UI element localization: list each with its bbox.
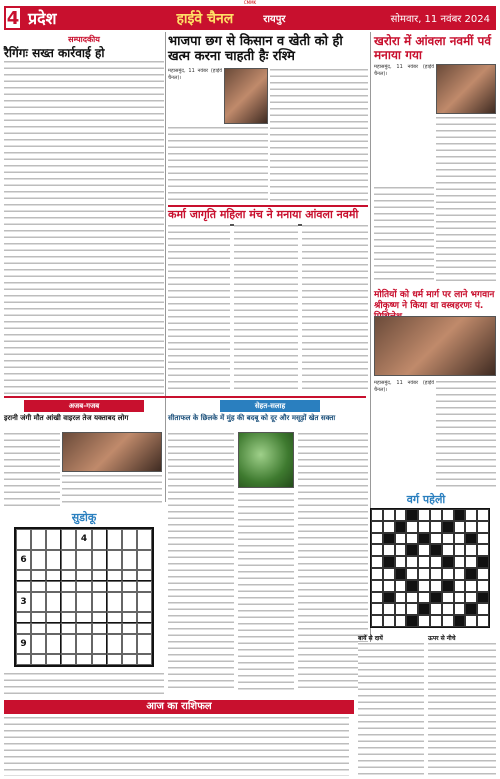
sudoku-cell [137, 550, 152, 571]
sudoku-cell [137, 623, 152, 634]
crossword-cell [442, 615, 454, 627]
crossword-cell [418, 544, 430, 556]
sudoku-cell [31, 581, 46, 592]
sudoku-cell [31, 634, 46, 655]
issue-date: सोमवार, 11 नवंबर 2024 [390, 14, 490, 25]
sudoku-cell [16, 623, 31, 634]
sudoku-cell [92, 654, 107, 665]
sudoku-grid [14, 527, 154, 667]
sudoku-cell [46, 623, 61, 634]
sudoku-cell [122, 592, 137, 613]
clues-across-list [358, 642, 424, 776]
crossword-cell [383, 580, 395, 592]
sudoku-cell [92, 592, 107, 613]
feature-tag: अजब-गजब [24, 400, 144, 412]
crossword-cell [465, 509, 477, 521]
sudoku-cell [107, 623, 122, 634]
sudoku-cell [46, 529, 61, 550]
crossword-cell [371, 615, 383, 627]
story-body-continued [302, 224, 368, 394]
crossword-cell [371, 556, 383, 568]
crossword-cell [442, 592, 454, 604]
crossword-cell [418, 533, 430, 545]
sudoku-cell [137, 529, 152, 550]
crossword-cell [371, 509, 383, 521]
crossword-cell [418, 568, 430, 580]
feature-body [168, 432, 234, 692]
story-body [374, 380, 434, 490]
sudoku-cell [137, 581, 152, 592]
crossword-cell [454, 533, 466, 545]
crossword-cell [477, 556, 489, 568]
sudoku-cell [122, 529, 137, 550]
crossword-cell [430, 544, 442, 556]
crossword-cell [430, 509, 442, 521]
crossword-cell [454, 544, 466, 556]
sudoku-cell [107, 654, 122, 665]
sudoku-cell [46, 634, 61, 655]
sudoku-cell [122, 581, 137, 592]
crossword-cell [430, 533, 442, 545]
sudoku-cell [61, 529, 76, 550]
crossword-cell [418, 521, 430, 533]
crossword-cell [477, 568, 489, 580]
sudoku-cell [76, 570, 91, 581]
sudoku-cell [92, 581, 107, 592]
story-body [168, 224, 230, 394]
crossword-cell [418, 615, 430, 627]
sudoku-cell [46, 654, 61, 665]
custard-apple-photo [238, 432, 294, 488]
sudoku-cell [137, 634, 152, 655]
top-strip [0, 0, 500, 5]
crossword-cell [465, 533, 477, 545]
sudoku-cell [61, 634, 76, 655]
crossword-cell [454, 521, 466, 533]
crossword-cell [395, 509, 407, 521]
sudoku-cell [107, 592, 122, 613]
sudoku-cell [16, 654, 31, 665]
sudoku-cell [122, 634, 137, 655]
crossword-cell [371, 592, 383, 604]
sudoku-cell [31, 623, 46, 634]
crossword-cell [418, 509, 430, 521]
sudoku-cell [31, 592, 46, 613]
story-body-continued [436, 116, 496, 284]
crossword-cell [454, 603, 466, 615]
crossword-cell [454, 592, 466, 604]
sudoku-cell [107, 634, 122, 655]
feature-title: इरानी जंगी मौत आंखी वाइरल तेज यक्ताबद लोग [4, 414, 129, 422]
crossword-cell [395, 521, 407, 533]
crossword-cell [371, 544, 383, 556]
crossword-grid [370, 508, 490, 628]
crossword-cell [395, 544, 407, 556]
section-title: प्रदेश [28, 9, 57, 28]
crossword-cell [430, 615, 442, 627]
crossword-cell [383, 615, 395, 627]
crossword-cell [395, 592, 407, 604]
story-headline: खरोरा में आंवला नवमीं पर्व मनाया गया [374, 34, 492, 62]
sudoku-cell [107, 612, 122, 623]
sudoku-cell [122, 623, 137, 634]
story-dateline: महासमुंद, 11 नवंबर (हाईवे चैनल)। [374, 380, 434, 393]
crossword-cell [406, 568, 418, 580]
sudoku-cell [61, 612, 76, 623]
crossword-cell [442, 509, 454, 521]
crossword-cell [477, 509, 489, 521]
sudoku-cell [137, 592, 152, 613]
editorial-title: रैगिंगः सख्त कार्रवाई हो [4, 46, 105, 60]
crossword-cell [395, 568, 407, 580]
story-dateline: महासमुंद, 11 नवंबर (हाईवे चैनल)। [374, 64, 434, 77]
crossword-cell [477, 544, 489, 556]
sudoku-cell [122, 612, 137, 623]
sudoku-cell [46, 550, 61, 571]
crossword-cell [383, 533, 395, 545]
crossword-cell [418, 603, 430, 615]
sudoku-cell [107, 529, 122, 550]
crossword-cell [430, 556, 442, 568]
crossword-cell [442, 533, 454, 545]
gathering-photo [374, 316, 496, 376]
page-number: 4 [4, 6, 22, 30]
sudoku-cell: 3 [16, 592, 31, 613]
reporter-photo [224, 68, 268, 124]
sudoku-cell [31, 612, 46, 623]
crossword-cell [430, 568, 442, 580]
sudoku-cell [31, 529, 46, 550]
story-body-continued [234, 224, 298, 394]
crossword-cell [406, 603, 418, 615]
rule [4, 396, 366, 398]
sudoku-cell [76, 634, 91, 655]
crossword-cell [477, 592, 489, 604]
sudoku-cell [31, 570, 46, 581]
sudoku-cell [137, 612, 152, 623]
crossword-cell [430, 592, 442, 604]
sudoku-cell: 4 [76, 529, 91, 550]
sudoku-cell [76, 550, 91, 571]
crossword-cell [383, 568, 395, 580]
crossword-cell [454, 580, 466, 592]
crossword-cell [383, 544, 395, 556]
feature-body-continued [62, 474, 162, 506]
sudoku-cell [16, 529, 31, 550]
crossword-cell [465, 580, 477, 592]
sudoku-cell [61, 550, 76, 571]
page-header [4, 6, 496, 30]
crossword-cell [442, 580, 454, 592]
sudoku-cell [107, 570, 122, 581]
story-headline: कर्मा जागृति महिला मंच ने मनाया आंवला नवमी [168, 208, 359, 221]
editorial-body [4, 60, 164, 394]
city-name: रायपुर [263, 14, 286, 25]
crossword-cell [477, 580, 489, 592]
story-body-continued [168, 126, 268, 204]
sudoku-cell: 6 [16, 550, 31, 571]
editorial-label: सम्पादकीय [68, 35, 100, 44]
masthead-logo: हाईवे चैनल [176, 10, 234, 27]
crossword-cell [395, 533, 407, 545]
crossword-cell [406, 533, 418, 545]
bicycle-photo [62, 432, 162, 472]
crossword-cell [395, 615, 407, 627]
sudoku-cell: 9 [16, 634, 31, 655]
crossword-cell [383, 556, 395, 568]
sudoku-cell [76, 612, 91, 623]
crossword-cell [430, 603, 442, 615]
sudoku-cell [61, 581, 76, 592]
crossword-cell [418, 580, 430, 592]
story-headline: भाजपा छग से किसान व खेती को ही खत्म करना चाहती हैः रश्मि [168, 34, 343, 64]
crossword-cell [465, 603, 477, 615]
top-strip-text: CMMK [243, 0, 257, 5]
crossword-cell [383, 509, 395, 521]
sudoku-cell [92, 634, 107, 655]
crossword-cell [454, 509, 466, 521]
crossword-cell [406, 521, 418, 533]
feature-tag: सेहत-सलाह [220, 400, 320, 412]
event-photo [436, 64, 496, 114]
crossword-cell [442, 521, 454, 533]
crossword-cell [371, 533, 383, 545]
crossword-cell [477, 533, 489, 545]
crossword-cell [477, 603, 489, 615]
column-divider [165, 32, 166, 502]
sudoku-cell [46, 612, 61, 623]
sudoku-cell [76, 654, 91, 665]
crossword-cell [442, 556, 454, 568]
sudoku-cell [16, 570, 31, 581]
story-dateline: महासमुंद, 11 नवंबर (हाईवे चैनल)। [168, 68, 222, 81]
clues-down-heading: ऊपर से नीचे [428, 635, 456, 642]
sudoku-cell [31, 654, 46, 665]
crossword-cell [383, 592, 395, 604]
sudoku-cell [76, 581, 91, 592]
crossword-cell [406, 509, 418, 521]
sudoku-cell [137, 570, 152, 581]
feature-title: सीताफल के छिलके में मुंह की बदबू को दूर और मसूड़ों खेत सक्ता [168, 414, 336, 422]
crossword-cell [454, 615, 466, 627]
crossword-cell [406, 556, 418, 568]
sudoku-cell [137, 654, 152, 665]
story-body-continued [374, 186, 434, 284]
sudoku-cell [16, 612, 31, 623]
feature-body [4, 432, 60, 506]
sudoku-cell [122, 570, 137, 581]
story-body-continued [436, 380, 496, 490]
crossword-title: वर्ग पहेली [406, 493, 446, 506]
crossword-cell [371, 521, 383, 533]
sudoku-title: सुडोकू [71, 511, 97, 524]
sudoku-cell [92, 612, 107, 623]
story-body-continued [270, 68, 368, 204]
crossword-cell [383, 603, 395, 615]
sudoku-cell [46, 592, 61, 613]
sudoku-cell [61, 592, 76, 613]
crossword-cell [454, 568, 466, 580]
clues-down-list [428, 642, 496, 776]
crossword-cell [418, 556, 430, 568]
crossword-cell [430, 521, 442, 533]
horoscope-body [4, 716, 349, 776]
sudoku-cell [92, 570, 107, 581]
crossword-cell [395, 556, 407, 568]
crossword-cell [371, 568, 383, 580]
sudoku-cell [92, 529, 107, 550]
horoscope-title: आज का राशिफल [4, 700, 354, 714]
crossword-cell [406, 544, 418, 556]
crossword-cell [406, 615, 418, 627]
rule [168, 205, 368, 207]
sudoku-cell [16, 581, 31, 592]
story-headline: मोतियों को धर्म मार्ग पर लाने भगवान श्रीकृष्ण ने किया था वस्त्रहरणः पं. [374, 290, 495, 311]
sudoku-cell [122, 550, 137, 571]
sudoku-rules [4, 672, 164, 696]
sudoku-cell [107, 581, 122, 592]
sudoku-cell [76, 623, 91, 634]
crossword-cell [477, 615, 489, 627]
crossword-cell [465, 544, 477, 556]
crossword-cell [477, 521, 489, 533]
crossword-cell [442, 568, 454, 580]
crossword-cell [371, 580, 383, 592]
sudoku-cell [107, 550, 122, 571]
sudoku-cell [31, 550, 46, 571]
sudoku-cell [92, 550, 107, 571]
crossword-cell [442, 603, 454, 615]
sudoku-cell [122, 654, 137, 665]
crossword-cell [465, 556, 477, 568]
sudoku-cell [46, 570, 61, 581]
crossword-cell [465, 592, 477, 604]
crossword-cell [383, 521, 395, 533]
sudoku-cell [92, 623, 107, 634]
clues-across-heading: बायें से दायें [358, 635, 383, 642]
crossword-cell [465, 521, 477, 533]
sudoku-cell [76, 592, 91, 613]
crossword-cell [406, 592, 418, 604]
crossword-cell [395, 580, 407, 592]
crossword-cell [430, 580, 442, 592]
story-body [374, 64, 434, 184]
crossword-cell [454, 556, 466, 568]
sudoku-cell [61, 623, 76, 634]
crossword-cell [395, 603, 407, 615]
sudoku-cell [61, 654, 76, 665]
crossword-cell [442, 544, 454, 556]
sudoku-cell [61, 570, 76, 581]
crossword-cell [465, 568, 477, 580]
crossword-cell [418, 592, 430, 604]
crossword-cell [465, 615, 477, 627]
feature-body-continued [238, 492, 294, 692]
crossword-cell [371, 603, 383, 615]
sudoku-cell [46, 581, 61, 592]
crossword-cell [406, 580, 418, 592]
